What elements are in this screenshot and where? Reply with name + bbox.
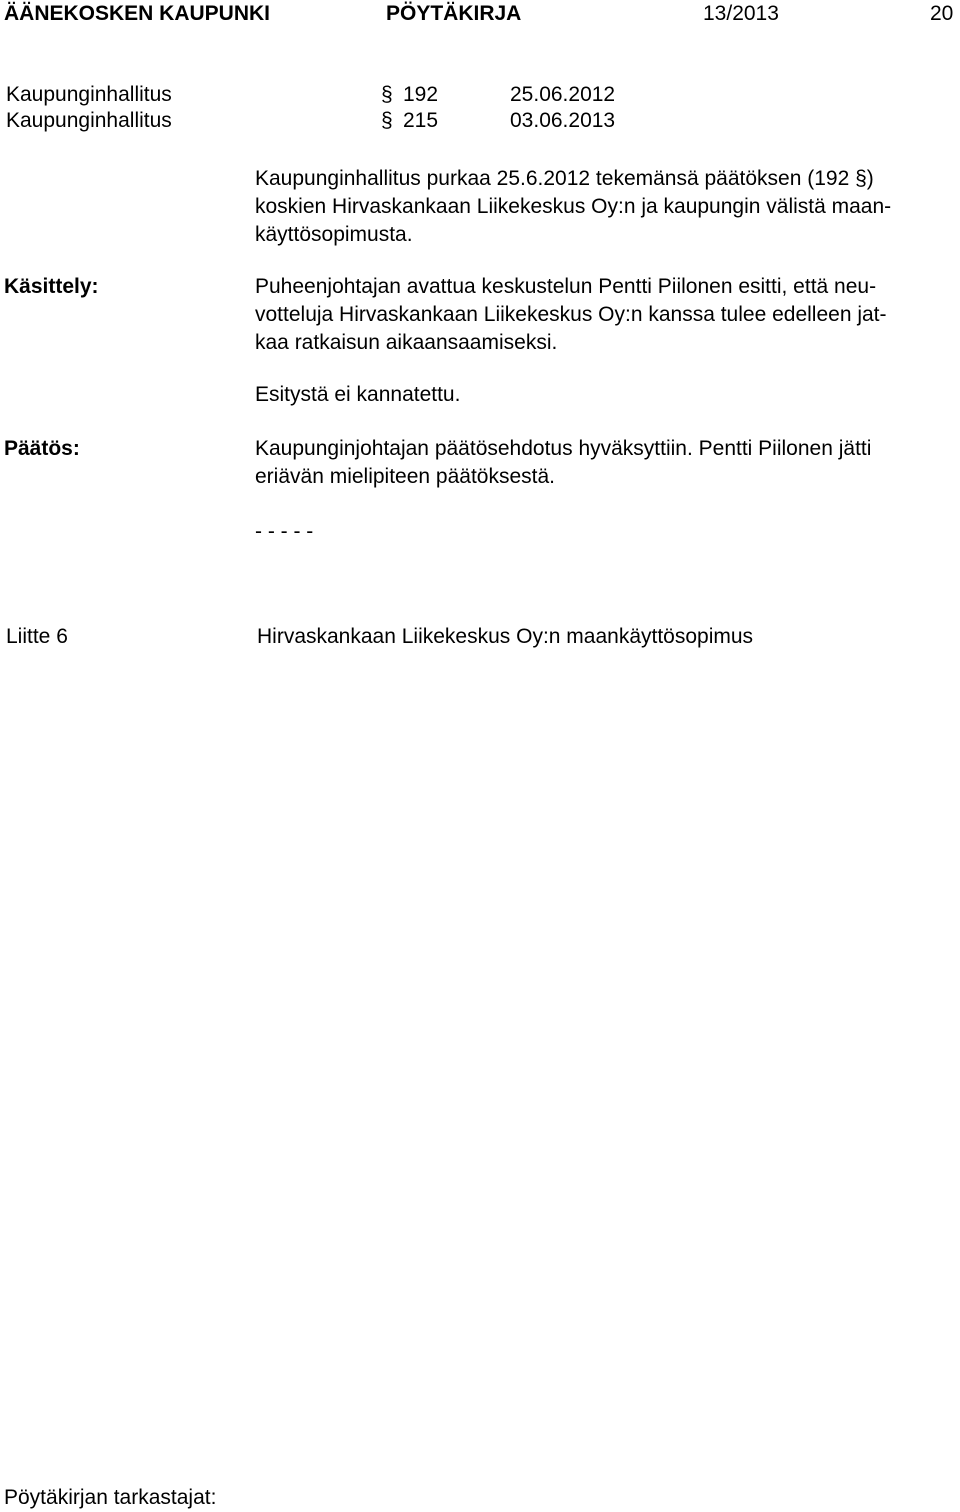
paragraph-line: eriävän mielipiteen päätöksestä.	[255, 465, 556, 488]
section-symbol: §	[381, 109, 393, 132]
section-symbol: §	[381, 83, 393, 106]
intro-paragraph	[255, 165, 955, 249]
reference-number: 192	[403, 83, 439, 106]
paragraph-line: Kaupunginjohtajan päätösehdotus hyväksyttiin. Pentti Piilonen jätti	[255, 437, 872, 460]
reference-date: 25.06.2012	[510, 83, 616, 106]
paragraph-line: Esitystä ei kannatettu.	[255, 383, 461, 406]
kasittely-label: Käsittely:	[4, 275, 99, 298]
reference-date: 03.06.2013	[510, 109, 616, 132]
paatos-paragraph	[255, 435, 955, 491]
paragraph-line: koskien Hirvaskankaan Liikekeskus Oy:n ja kaupungin välistä maan-	[255, 195, 892, 218]
kasittely-note	[255, 381, 955, 409]
paragraph-line: Kaupunginhallitus purkaa 25.6.2012 tekemänsä päätöksen (192 §)	[255, 167, 874, 190]
paragraph-line: votteluja Hirvaskankaan Liikekeskus Oy:n kanssa tulee edelleen jat-	[255, 303, 887, 326]
reference-number: 215	[403, 109, 439, 132]
kasittely-paragraph	[255, 273, 955, 357]
attachment-label: Liitte 6	[6, 625, 68, 648]
page-number: 20	[930, 2, 954, 25]
reference-body: Kaupunginhallitus	[6, 83, 172, 106]
paragraph-line: käyttösopimusta.	[255, 223, 413, 246]
attachment-title: Hirvaskankaan Liikekeskus Oy:n maankäyttösopimus	[257, 625, 754, 648]
organization-name: ÄÄNEKOSKEN KAUPUNKI	[4, 2, 271, 25]
paatos-label: Päätös:	[4, 437, 80, 460]
footer-label: Pöytäkirjan tarkastajat:	[4, 1486, 217, 1509]
paragraph-line: Puheenjohtajan avattua keskustelun Pentti Piilonen esitti, että neu-	[255, 275, 877, 298]
document-number: 13/2013	[703, 2, 779, 25]
reference-body: Kaupunginhallitus	[6, 109, 172, 132]
paragraph-line: kaa ratkaisun aikaansaamiseksi.	[255, 331, 558, 354]
section-separator: - - - - -	[255, 520, 314, 543]
document-type: PÖYTÄKIRJA	[386, 2, 522, 25]
